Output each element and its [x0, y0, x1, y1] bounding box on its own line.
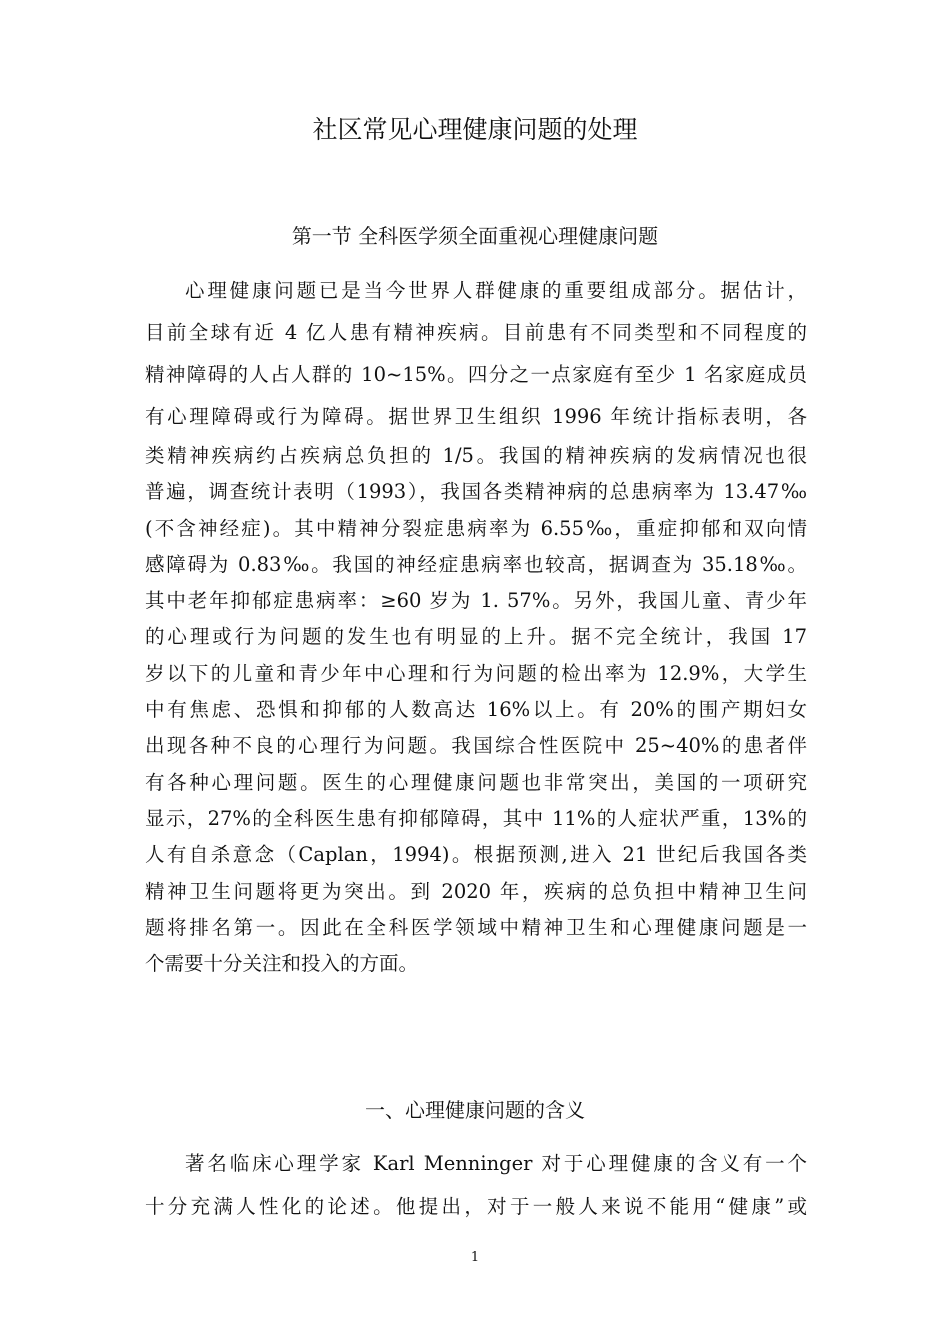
paragraph-line: 有各种心理问题。医生的心理健康问题也非常突出，美国的一项研究	[145, 770, 807, 794]
paragraph-definition	[145, 1142, 807, 1228]
paragraph-line: 显示，27%的全科医生患有抑郁障碍，其中 11%的人症状严重，13%的	[145, 806, 807, 830]
paragraph-line: 题将排名第一。因此在全科医学领域中精神卫生和心理健康问题是一	[145, 915, 807, 939]
paragraph-line: 精神卫生问题将更为突出。到 2020 年，疾病的总负担中精神卫生问	[145, 879, 807, 903]
paragraph-line: 类精神疾病约占疾病总负担的 1/5。我国的精神疾病的发病情况也很	[145, 444, 807, 467]
paragraph-line: 岁以下的儿童和青少年中心理和行为问题的检出率为 12.9%，大学生	[145, 661, 807, 685]
section-title: 第一节 全科医学须全面重视心理健康问题	[291, 224, 659, 248]
paragraph-line: 有心理障碍或行为障碍。据世界卫生组织 1996 年统计指标表明，各	[145, 405, 807, 428]
paragraph-line: 中有焦虑、恐惧和抑郁的人数高达 16%以上。有 20%的围产期妇女	[145, 698, 807, 722]
paragraph-line: 目前全球有近 4 亿人患有精神疾病。目前患有不同类型和不同程度的	[145, 321, 807, 344]
paragraph-line: 其中老年抑郁症患病率：≥60 岁为 1. 57%。另外，我国儿童、青少年	[145, 589, 807, 613]
paragraph-line: 心理健康问题已是当今世界人群健康的重要组成部分。据估计，	[185, 279, 807, 302]
paragraph-line: 著名临床心理学家 Karl Menninger 对于心理健康的含义有一个	[185, 1152, 807, 1175]
paragraph-line: 精神障碍的人占人群的 10~15%。四分之一点家庭有至少 1 名家庭成员	[145, 363, 807, 386]
subsection-title: 一、心理健康问题的含义	[365, 1098, 585, 1122]
paragraph-line: 十分充满人性化的论述。他提出，对于一般人来说不能用“健康”或	[145, 1195, 807, 1218]
paragraph-line: 个需要十分关注和投入的方面。	[145, 952, 419, 976]
paragraph-line: (不含神经症)。其中精神分裂症患病率为 6.55‰，重症抑郁和双向情	[145, 516, 807, 540]
document-title: 社区常见心理健康问题的处理	[312, 115, 638, 144]
paragraph-line: 普遍，调查统计表明（1993），我国各类精神病的总患病率为 13.47‰	[145, 480, 807, 504]
page-number: 1	[470, 1250, 480, 1265]
paragraph-prevalence	[145, 270, 807, 982]
paragraph-line: 人有自杀意念（Caplan，1994)。根据预测,进入 21 世纪后我国各类	[145, 843, 807, 867]
paragraph-line: 的心理或行为问题的发生也有明显的上升。据不完全统计，我国 17	[145, 625, 807, 649]
paragraph-line: 出现各种不良的心理行为问题。我国综合性医院中 25~40%的患者伴	[145, 734, 807, 758]
paragraph-line: 感障碍为 0.83‰。我国的神经症患病率也较高，据调查为 35.18‰。	[145, 552, 807, 576]
